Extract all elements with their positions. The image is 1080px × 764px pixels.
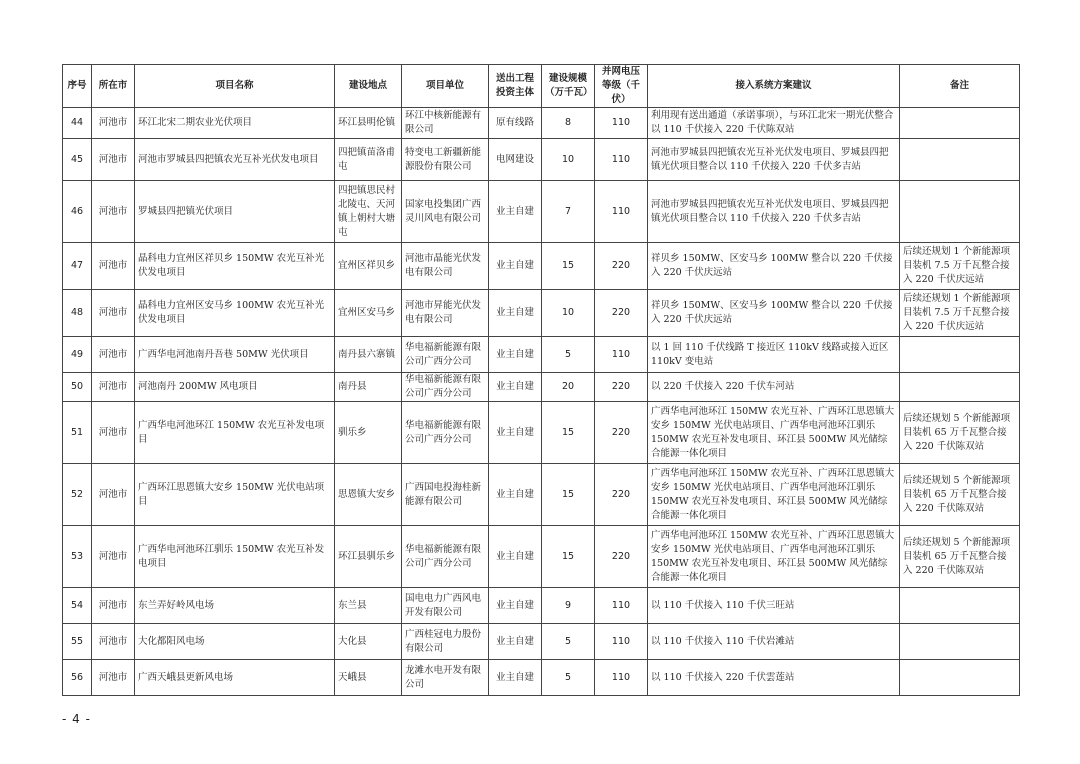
city-cell: 河池市	[92, 402, 135, 464]
table-row	[63, 464, 1020, 526]
project-unit-cell: 河池市昇能光伏发电有限公司	[402, 290, 489, 337]
project-unit-cell: 龙滩水电开发有限公司	[402, 660, 489, 696]
investor-cell: 业主自建	[489, 181, 542, 243]
voltage-cell: 220	[595, 373, 648, 402]
project-name-cell: 广西华电河池环江驯乐 150MW 农光互补发电项目	[135, 526, 335, 588]
row-number-cell: 49	[63, 337, 92, 373]
investor-cell: 业主自建	[489, 290, 542, 337]
table-row	[63, 588, 1020, 624]
project-name-cell: 晶科电力宜州区祥贝乡 150MW 农光互补光伏发电项目	[135, 243, 335, 290]
location-cell: 四把镇思民村北陵屯、天河镇上朝村大塘屯	[335, 181, 402, 243]
header-cell: 所在市	[92, 65, 135, 108]
project-table	[62, 64, 1020, 696]
voltage-cell: 220	[595, 526, 648, 588]
table-row	[63, 337, 1020, 373]
row-number-cell: 53	[63, 526, 92, 588]
scale-cell: 15	[542, 464, 595, 526]
voltage-cell: 110	[595, 588, 648, 624]
connection-plan-cell: 河池市罗城县四把镇农光互补光伏发电项目、罗城县四把镇光伏项目整合以 110 千伏接入 220 千伏多吉站	[648, 181, 900, 243]
connection-plan-cell: 广西华电河池环江 150MW 农光互补、广西环江思恩镇大安乡 150MW 光伏电站项目、广西华电河池环江驯乐 150MW 农光互补发电项目、环江县 500MW 风光储综合能源一体化项目	[648, 464, 900, 526]
note-cell	[900, 337, 1020, 373]
header-cell: 项目名称	[135, 65, 335, 108]
project-unit-cell: 华电福新能源有限公司广西分公司	[402, 373, 489, 402]
location-cell: 思恩镇大安乡	[335, 464, 402, 526]
location-cell: 东兰县	[335, 588, 402, 624]
city-cell: 河池市	[92, 290, 135, 337]
project-unit-cell: 广西国电投海桂新能源有限公司	[402, 464, 489, 526]
project-unit-cell: 华电福新能源有限公司广西分公司	[402, 337, 489, 373]
note-cell: 后续还规划 5 个新能源项目装机 65 万千瓦整合接入 220 千伏陈双站	[900, 402, 1020, 464]
scale-cell: 20	[542, 373, 595, 402]
connection-plan-cell: 河池市罗城县四把镇农光互补光伏发电项目、罗城县四把镇光伏项目整合以 110 千伏接入 220 千伏多吉站	[648, 139, 900, 181]
table-row	[63, 290, 1020, 337]
location-cell: 南丹县	[335, 373, 402, 402]
investor-cell: 电网建设	[489, 139, 542, 181]
investor-cell: 业主自建	[489, 526, 542, 588]
connection-plan-cell: 以 110 千伏接入 110 千伏三旺站	[648, 588, 900, 624]
page-number: - 4 -	[62, 712, 91, 726]
table-row	[63, 526, 1020, 588]
scale-cell: 5	[542, 624, 595, 660]
location-cell: 宜州区祥贝乡	[335, 243, 402, 290]
investor-cell: 业主自建	[489, 588, 542, 624]
project-name-cell: 环江北宋二期农业光伏项目	[135, 108, 335, 139]
connection-plan-cell: 广西华电河池环江 150MW 农光互补、广西环江思恩镇大安乡 150MW 光伏电站项目、广西华电河池环江驯乐 150MW 农光互补发电项目、环江县 500MW 风光储综合能源一体化项目	[648, 526, 900, 588]
voltage-cell: 110	[595, 139, 648, 181]
location-cell: 环江县明伦镇	[335, 108, 402, 139]
voltage-cell: 220	[595, 402, 648, 464]
connection-plan-cell: 以 110 千伏接入 220 千伏雲莲站	[648, 660, 900, 696]
project-name-cell: 广西天峨县更新风电场	[135, 660, 335, 696]
note-cell	[900, 373, 1020, 402]
project-name-cell: 河池南丹 200MW 风电项目	[135, 373, 335, 402]
project-name-cell: 晶科电力宜州区安马乡 100MW 农光互补光伏发电项目	[135, 290, 335, 337]
voltage-cell: 110	[595, 624, 648, 660]
city-cell: 河池市	[92, 108, 135, 139]
project-unit-cell: 华电福新能源有限公司广西分公司	[402, 402, 489, 464]
table-row	[63, 108, 1020, 139]
row-number-cell: 46	[63, 181, 92, 243]
table-row	[63, 373, 1020, 402]
note-cell: 后续还规划 1 个新能源项目装机 7.5 万千瓦整合接入 220 千伏庆远站	[900, 290, 1020, 337]
note-cell	[900, 588, 1020, 624]
connection-plan-cell: 以 1 回 110 千伏线路 T 接近区 110kV 线路或接入近区 110kV 变电站	[648, 337, 900, 373]
investor-cell: 业主自建	[489, 243, 542, 290]
city-cell: 河池市	[92, 526, 135, 588]
scale-cell: 15	[542, 526, 595, 588]
location-cell: 大化县	[335, 624, 402, 660]
voltage-cell: 220	[595, 464, 648, 526]
header-cell: 项目单位	[402, 65, 489, 108]
table-row	[63, 624, 1020, 660]
scale-cell: 7	[542, 181, 595, 243]
scale-cell: 8	[542, 108, 595, 139]
connection-plan-cell: 以 220 千伏接入 220 千伏车河站	[648, 373, 900, 402]
project-name-cell: 广西环江思恩镇大安乡 150MW 光伏电站项目	[135, 464, 335, 526]
project-name-cell: 广西华电河池南丹吾巷 50MW 光伏项目	[135, 337, 335, 373]
project-unit-cell: 广西桂冠电力股份有限公司	[402, 624, 489, 660]
row-number-cell: 45	[63, 139, 92, 181]
investor-cell: 业主自建	[489, 464, 542, 526]
city-cell: 河池市	[92, 588, 135, 624]
connection-plan-cell: 祥贝乡 150MW、区安马乡 100MW 整合以 220 千伏接入 220 千伏庆远站	[648, 243, 900, 290]
project-name-cell: 河池市罗城县四把镇农光互补光伏发电项目	[135, 139, 335, 181]
city-cell: 河池市	[92, 373, 135, 402]
header-cell: 序号	[63, 65, 92, 108]
city-cell: 河池市	[92, 139, 135, 181]
header-cell: 备注	[900, 65, 1020, 108]
row-number-cell: 52	[63, 464, 92, 526]
connection-plan-cell: 祥贝乡 150MW、区安马乡 100MW 整合以 220 千伏接入 220 千伏庆远站	[648, 290, 900, 337]
project-unit-cell: 国电电力广西风电开发有限公司	[402, 588, 489, 624]
voltage-cell: 220	[595, 243, 648, 290]
voltage-cell: 110	[595, 181, 648, 243]
note-cell: 后续还规划 5 个新能源项目装机 65 万千瓦整合接入 220 千伏陈双站	[900, 526, 1020, 588]
investor-cell: 业主自建	[489, 373, 542, 402]
note-cell	[900, 181, 1020, 243]
city-cell: 河池市	[92, 464, 135, 526]
header-cell: 并网电压等级（千伏）	[595, 65, 648, 108]
connection-plan-cell: 以 110 千伏接入 110 千伏岩滩站	[648, 624, 900, 660]
table-row	[63, 243, 1020, 290]
investor-cell: 业主自建	[489, 337, 542, 373]
row-number-cell: 51	[63, 402, 92, 464]
header-row	[63, 65, 1020, 108]
header-cell: 建设地点	[335, 65, 402, 108]
note-cell: 后续还规划 5 个新能源项目装机 65 万千瓦整合接入 220 千伏陈双站	[900, 464, 1020, 526]
project-unit-cell: 特变电工新疆新能源股份有限公司	[402, 139, 489, 181]
row-number-cell: 56	[63, 660, 92, 696]
location-cell: 天峨县	[335, 660, 402, 696]
location-cell: 四把镇苗洛甫屯	[335, 139, 402, 181]
header-cell: 送出工程投资主体	[489, 65, 542, 108]
voltage-cell: 110	[595, 337, 648, 373]
note-cell: 后续还规划 1 个新能源项目装机 7.5 万千瓦整合接入 220 千伏庆远站	[900, 243, 1020, 290]
investor-cell: 业主自建	[489, 402, 542, 464]
scale-cell: 5	[542, 337, 595, 373]
scale-cell: 10	[542, 139, 595, 181]
location-cell: 南丹县六寨镇	[335, 337, 402, 373]
project-unit-cell: 环江中核新能源有限公司	[402, 108, 489, 139]
project-unit-cell: 河池市晶能光伏发电有限公司	[402, 243, 489, 290]
note-cell	[900, 108, 1020, 139]
note-cell	[900, 660, 1020, 696]
city-cell: 河池市	[92, 337, 135, 373]
scale-cell: 15	[542, 402, 595, 464]
note-cell	[900, 624, 1020, 660]
location-cell: 驯乐乡	[335, 402, 402, 464]
scale-cell: 15	[542, 243, 595, 290]
scale-cell: 5	[542, 660, 595, 696]
table-row	[63, 402, 1020, 464]
location-cell: 宜州区安马乡	[335, 290, 402, 337]
project-unit-cell: 华电福新能源有限公司广西分公司	[402, 526, 489, 588]
investor-cell: 业主自建	[489, 624, 542, 660]
city-cell: 河池市	[92, 243, 135, 290]
header-cell: 建设规模（万千瓦）	[542, 65, 595, 108]
header-cell: 接入系统方案建议	[648, 65, 900, 108]
row-number-cell: 50	[63, 373, 92, 402]
project-unit-cell: 国家电投集团广西灵川风电有限公司	[402, 181, 489, 243]
row-number-cell: 55	[63, 624, 92, 660]
scale-cell: 9	[542, 588, 595, 624]
table-row	[63, 660, 1020, 696]
project-name-cell: 大化都阳风电场	[135, 624, 335, 660]
investor-cell: 原有线路	[489, 108, 542, 139]
project-name-cell: 东兰弄好岭风电场	[135, 588, 335, 624]
project-name-cell: 广西华电河池环江 150MW 农光互补发电项目	[135, 402, 335, 464]
note-cell	[900, 139, 1020, 181]
row-number-cell: 48	[63, 290, 92, 337]
city-cell: 河池市	[92, 660, 135, 696]
connection-plan-cell: 利用现有送出通道（承诺事项），与环江北宋一期光伏整合以 110 千伏接入 220 千伏陈双站	[648, 108, 900, 139]
voltage-cell: 110	[595, 660, 648, 696]
row-number-cell: 47	[63, 243, 92, 290]
investor-cell: 业主自建	[489, 660, 542, 696]
table-row	[63, 181, 1020, 243]
row-number-cell: 54	[63, 588, 92, 624]
city-cell: 河池市	[92, 624, 135, 660]
voltage-cell: 220	[595, 290, 648, 337]
scale-cell: 10	[542, 290, 595, 337]
row-number-cell: 44	[63, 108, 92, 139]
voltage-cell: 110	[595, 108, 648, 139]
project-name-cell: 罗城县四把镇光伏项目	[135, 181, 335, 243]
connection-plan-cell: 广西华电河池环江 150MW 农光互补、广西环江思恩镇大安乡 150MW 光伏电站项目、广西华电河池环江驯乐 150MW 农光互补发电项目、环江县 500MW 风光储综合能源一体化项目	[648, 402, 900, 464]
location-cell: 环江县驯乐乡	[335, 526, 402, 588]
table-row	[63, 139, 1020, 181]
city-cell: 河池市	[92, 181, 135, 243]
